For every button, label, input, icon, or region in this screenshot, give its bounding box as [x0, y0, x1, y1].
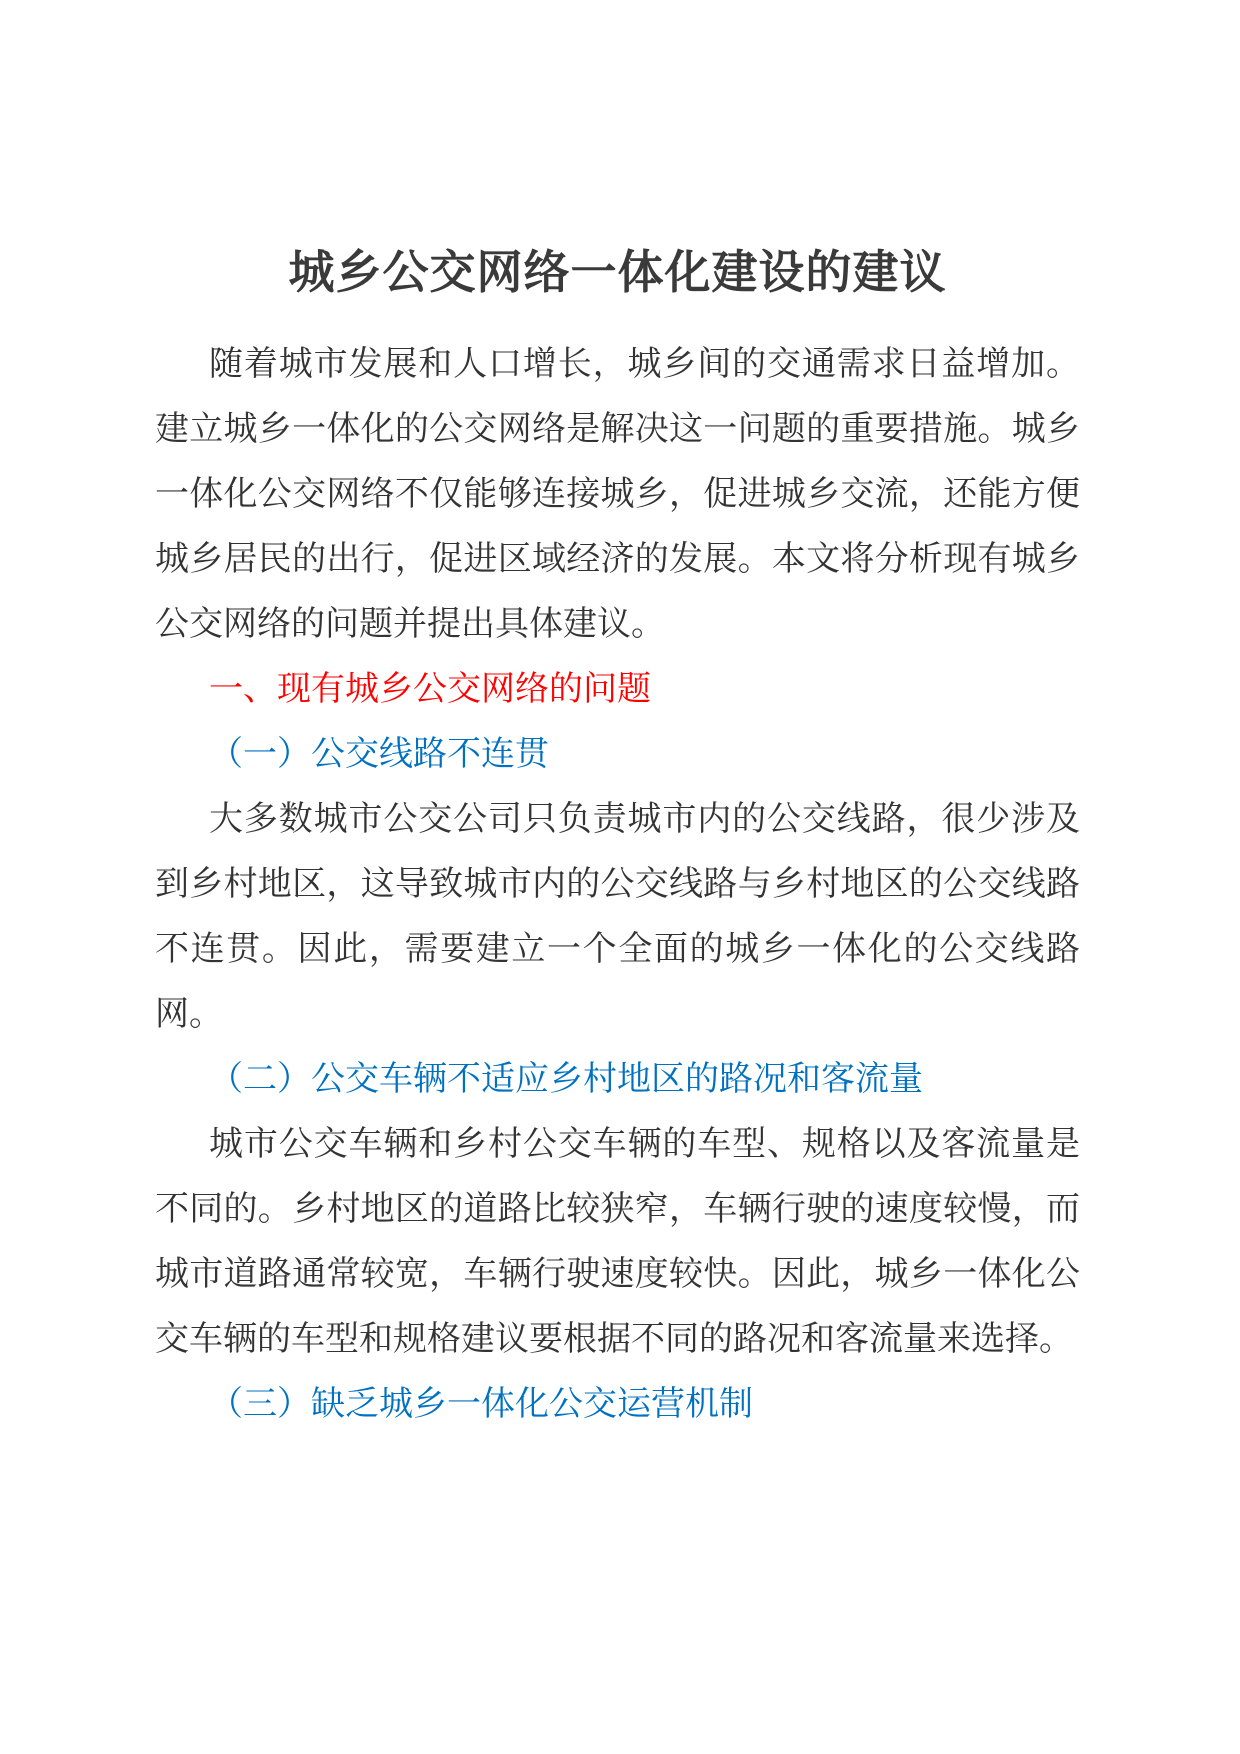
intro-paragraph: 随着城市发展和人口增长，城乡间的交通需求日益增加。建立城乡一体化的公交网络是解决这一问题的重要措施。城乡一体化公交网络不仅能够连接城乡，促进城乡交流，还能方便城乡居民的出行，促进区域经济的发展。本文将分析现有城乡公交网络的问题并提出具体建议。 — [155, 344, 1080, 644]
subsection-heading-1: （一）公交线路不连贯 — [209, 734, 549, 774]
subsection-body-2: 城市公交车辆和乡村公交车辆的车型、规格以及客流量是不同的。乡村地区的道路比较狭窄，车辆行驶的速度较慢，而城市道路通常较宽，车辆行驶速度较快。因此，城乡一体化公交车辆的车型和规格建议要根据不同的路况和客流量来选择。 — [155, 1124, 1080, 1359]
subsection-heading-3: （三）缺乏城乡一体化公交运营机制 — [209, 1384, 753, 1424]
subsection-heading-2: （二）公交车辆不适应乡村地区的路况和客流量 — [209, 1059, 923, 1099]
subsection-body-1: 大多数城市公交公司只负责城市内的公交线路，很少涉及到乡村地区，这导致城市内的公交线路与乡村地区的公交线路不连贯。因此，需要建立一个全面的城乡一体化的公交线路网。 — [155, 799, 1080, 1034]
section-heading-1: 一、现有城乡公交网络的问题 — [209, 669, 651, 709]
document-page — [155, 240, 1080, 1437]
document-title: 城乡公交网络一体化建设的建议 — [288, 245, 947, 299]
